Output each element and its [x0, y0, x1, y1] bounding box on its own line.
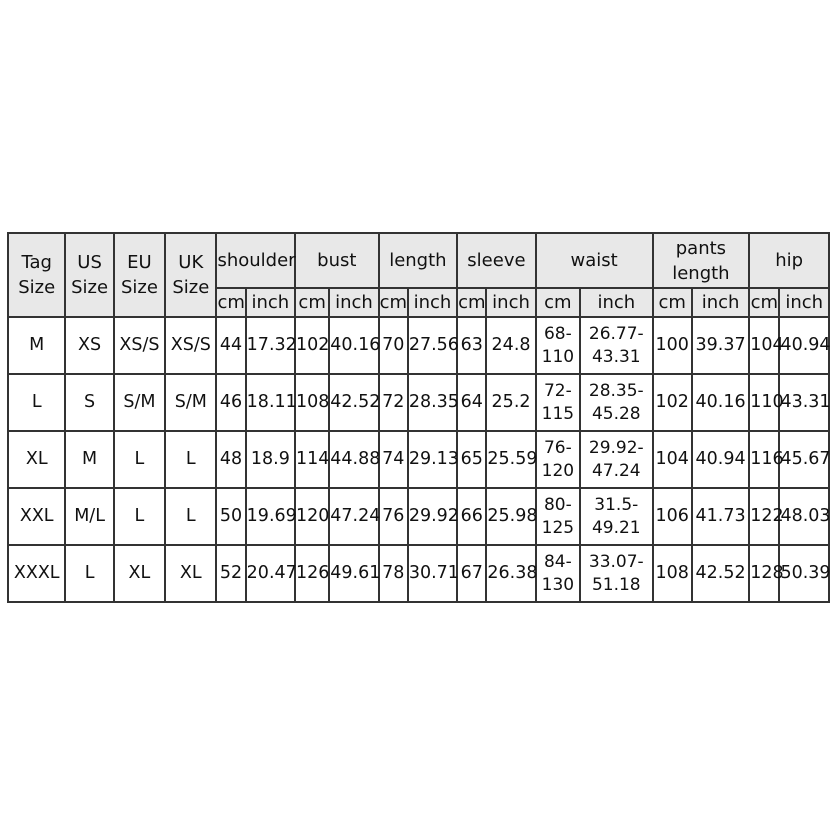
table-row: [8, 374, 829, 431]
cell-bust-cm: 114: [295, 431, 329, 488]
cell-pants-length-inch: 41.73: [692, 488, 749, 545]
cell-waist-inch: 29.92- 47.24: [580, 431, 653, 488]
cell-hip-cm: 116: [749, 431, 779, 488]
cell-length-inch: 29.92: [408, 488, 457, 545]
unit-cm: cm: [457, 288, 486, 317]
header-shoulder: shoulder: [216, 233, 295, 288]
cell-tag-size: XL: [8, 431, 65, 488]
cell-sleeve-inch: 25.98: [486, 488, 535, 545]
cell-us-size: L: [65, 545, 113, 602]
header-pants-length: pants length: [653, 233, 750, 288]
cell-length-inch: 30.71: [408, 545, 457, 602]
cell-waist-inch: 28.35- 45.28: [580, 374, 653, 431]
header-tag-size: Tag Size: [8, 233, 65, 317]
header-length: length: [379, 233, 458, 288]
cell-sleeve-cm: 64: [457, 374, 486, 431]
unit-cm: cm: [536, 288, 580, 317]
unit-inch: inch: [580, 288, 653, 317]
cell-pants-length-cm: 102: [653, 374, 692, 431]
cell-pants-length-cm: 106: [653, 488, 692, 545]
cell-shoulder-cm: 44: [216, 317, 245, 374]
cell-hip-cm: 128: [749, 545, 779, 602]
cell-waist-cm: 72- 115: [536, 374, 580, 431]
cell-eu-size: L: [114, 431, 165, 488]
cell-pants-length-cm: 104: [653, 431, 692, 488]
cell-eu-size: L: [114, 488, 165, 545]
cell-hip-cm: 122: [749, 488, 779, 545]
cell-uk-size: S/M: [165, 374, 216, 431]
cell-uk-size: XS/S: [165, 317, 216, 374]
cell-length-cm: 76: [379, 488, 408, 545]
unit-cm: cm: [216, 288, 245, 317]
unit-inch: inch: [779, 288, 829, 317]
header-bust: bust: [295, 233, 379, 288]
header-hip: hip: [749, 233, 829, 288]
cell-hip-inch: 43.31: [779, 374, 829, 431]
cell-sleeve-inch: 25.59: [486, 431, 535, 488]
table-header: [8, 233, 829, 317]
cell-shoulder-cm: 46: [216, 374, 245, 431]
cell-pants-length-inch: 39.37: [692, 317, 749, 374]
cell-tag-size: XXXL: [8, 545, 65, 602]
header-eu-size: EU Size: [114, 233, 165, 317]
cell-hip-inch: 40.94: [779, 317, 829, 374]
cell-sleeve-cm: 65: [457, 431, 486, 488]
cell-length-cm: 74: [379, 431, 408, 488]
cell-hip-cm: 110: [749, 374, 779, 431]
cell-shoulder-cm: 50: [216, 488, 245, 545]
cell-waist-cm: 76- 120: [536, 431, 580, 488]
header-row: [8, 233, 829, 288]
cell-length-cm: 70: [379, 317, 408, 374]
cell-hip-inch: 48.03: [779, 488, 829, 545]
cell-hip-inch: 50.39: [779, 545, 829, 602]
cell-bust-inch: 40.16: [329, 317, 378, 374]
cell-pants-length-cm: 108: [653, 545, 692, 602]
cell-hip-cm: 104: [749, 317, 779, 374]
cell-tag-size: M: [8, 317, 65, 374]
cell-eu-size: S/M: [114, 374, 165, 431]
unit-inch: inch: [692, 288, 749, 317]
cell-shoulder-inch: 19.69: [246, 488, 295, 545]
table-row: [8, 488, 829, 545]
cell-waist-inch: 31.5- 49.21: [580, 488, 653, 545]
unit-cm: cm: [749, 288, 779, 317]
cell-bust-inch: 49.61: [329, 545, 378, 602]
table-row: [8, 431, 829, 488]
cell-pants-length-cm: 100: [653, 317, 692, 374]
cell-tag-size: XXL: [8, 488, 65, 545]
cell-pants-length-inch: 40.94: [692, 431, 749, 488]
cell-length-inch: 27.56: [408, 317, 457, 374]
cell-length-cm: 72: [379, 374, 408, 431]
cell-shoulder-cm: 52: [216, 545, 245, 602]
unit-cm: cm: [653, 288, 692, 317]
unit-cm: cm: [295, 288, 329, 317]
unit-inch: inch: [329, 288, 378, 317]
cell-us-size: M/L: [65, 488, 113, 545]
cell-pants-length-inch: 42.52: [692, 545, 749, 602]
cell-bust-cm: 126: [295, 545, 329, 602]
header-us-size: US Size: [65, 233, 113, 317]
cell-bust-inch: 47.24: [329, 488, 378, 545]
cell-waist-cm: 68- 110: [536, 317, 580, 374]
cell-eu-size: XL: [114, 545, 165, 602]
table-row: [8, 317, 829, 374]
cell-shoulder-inch: 18.9: [246, 431, 295, 488]
table-row: [8, 545, 829, 602]
unit-inch: inch: [246, 288, 295, 317]
cell-tag-size: L: [8, 374, 65, 431]
cell-sleeve-cm: 66: [457, 488, 486, 545]
cell-hip-inch: 45.67: [779, 431, 829, 488]
cell-uk-size: L: [165, 431, 216, 488]
size-chart-table: [7, 232, 830, 603]
cell-length-cm: 78: [379, 545, 408, 602]
unit-cm: cm: [379, 288, 408, 317]
cell-bust-inch: 42.52: [329, 374, 378, 431]
cell-shoulder-inch: 17.32: [246, 317, 295, 374]
cell-sleeve-cm: 67: [457, 545, 486, 602]
cell-length-inch: 29.13: [408, 431, 457, 488]
cell-bust-cm: 108: [295, 374, 329, 431]
cell-eu-size: XS/S: [114, 317, 165, 374]
cell-shoulder-inch: 20.47: [246, 545, 295, 602]
cell-sleeve-inch: 26.38: [486, 545, 535, 602]
header-sleeve: sleeve: [457, 233, 536, 288]
cell-sleeve-inch: 25.2: [486, 374, 535, 431]
cell-uk-size: XL: [165, 545, 216, 602]
cell-waist-inch: 33.07- 51.18: [580, 545, 653, 602]
cell-bust-cm: 120: [295, 488, 329, 545]
cell-waist-cm: 84- 130: [536, 545, 580, 602]
cell-pants-length-inch: 40.16: [692, 374, 749, 431]
cell-bust-cm: 102: [295, 317, 329, 374]
cell-waist-inch: 26.77- 43.31: [580, 317, 653, 374]
cell-waist-cm: 80- 125: [536, 488, 580, 545]
unit-inch: inch: [486, 288, 535, 317]
cell-shoulder-inch: 18.11: [246, 374, 295, 431]
header-waist: waist: [536, 233, 653, 288]
cell-us-size: S: [65, 374, 113, 431]
table-body: [8, 317, 829, 602]
unit-inch: inch: [408, 288, 457, 317]
header-uk-size: UK Size: [165, 233, 216, 317]
cell-us-size: M: [65, 431, 113, 488]
cell-sleeve-inch: 24.8: [486, 317, 535, 374]
cell-shoulder-cm: 48: [216, 431, 245, 488]
cell-uk-size: L: [165, 488, 216, 545]
cell-us-size: XS: [65, 317, 113, 374]
cell-sleeve-cm: 63: [457, 317, 486, 374]
cell-bust-inch: 44.88: [329, 431, 378, 488]
cell-length-inch: 28.35: [408, 374, 457, 431]
